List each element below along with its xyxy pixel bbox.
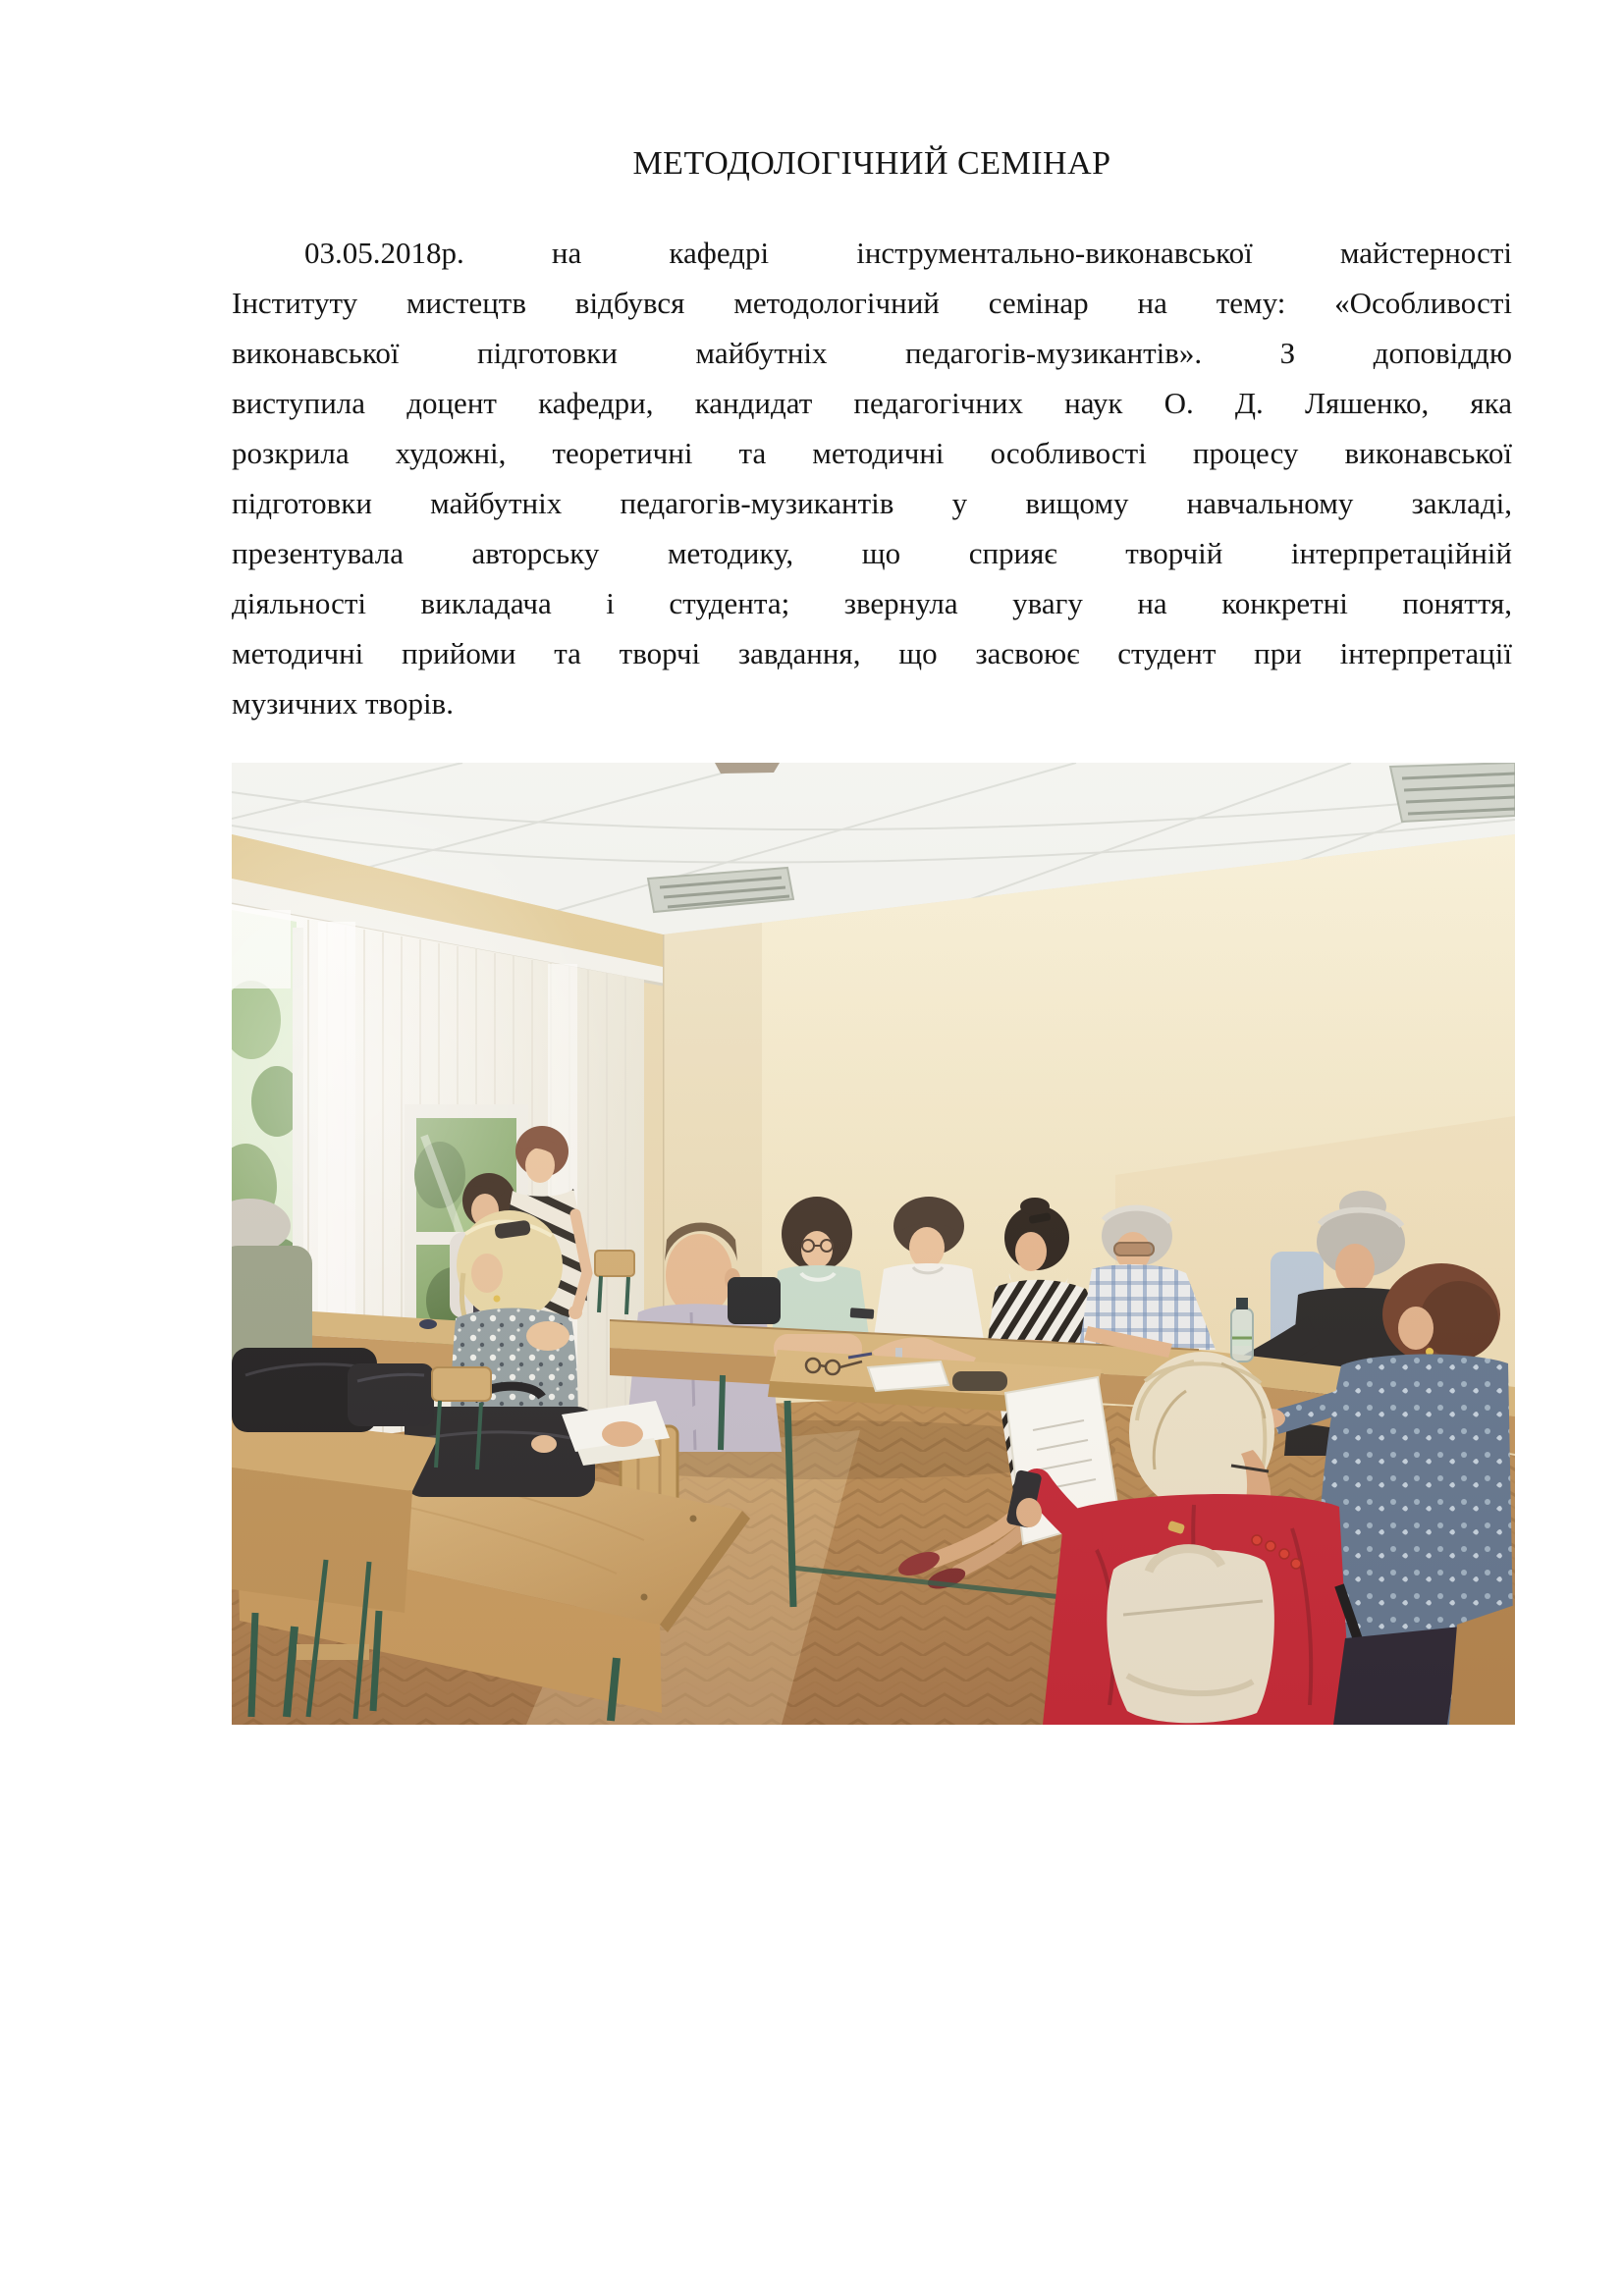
paragraph-line: підготовки майбутніх педагогів-музикантів у вищому навчальному закладі,: [232, 486, 1512, 520]
document-title: МЕТОДОЛОГІЧНИЙ СЕМІНАР: [632, 145, 1111, 182]
paragraph-line: методичні прийоми та творчі завдання, що засвоює студент при інтерпретації: [232, 636, 1512, 670]
paragraph-line: діяльності викладача і студента; звернула увагу на конкретні поняття,: [232, 586, 1512, 620]
paragraph-line: виконавської підготовки майбутніх педагогів-музикантів». З доповіддю: [232, 336, 1512, 370]
document-paragraph: [232, 228, 1512, 728]
seminar-photo: [232, 763, 1515, 1725]
paragraph-line: виступила доцент кафедри, кандидат педагогічних наук О. Д. Ляшенко, яка: [232, 386, 1512, 420]
photo-tone-overlay: [232, 763, 1515, 1725]
paragraph-line: 03.05.2018р. на кафедрі інструментально-виконавської майстерності: [304, 236, 1512, 270]
paragraph-line: презентувала авторську методику, що сприяє творчій інтерпретаційній: [232, 536, 1512, 570]
paragraph-line: Інституту мистецтв відбувся методологічний семінар на тему: «Особливості: [232, 286, 1512, 320]
paragraph-line: розкрила художні, теоретичні та методичні особливості процесу виконавської: [232, 436, 1512, 470]
classroom-photo-graphic: [232, 763, 1515, 1725]
paragraph-line: музичних творів.: [232, 686, 454, 721]
